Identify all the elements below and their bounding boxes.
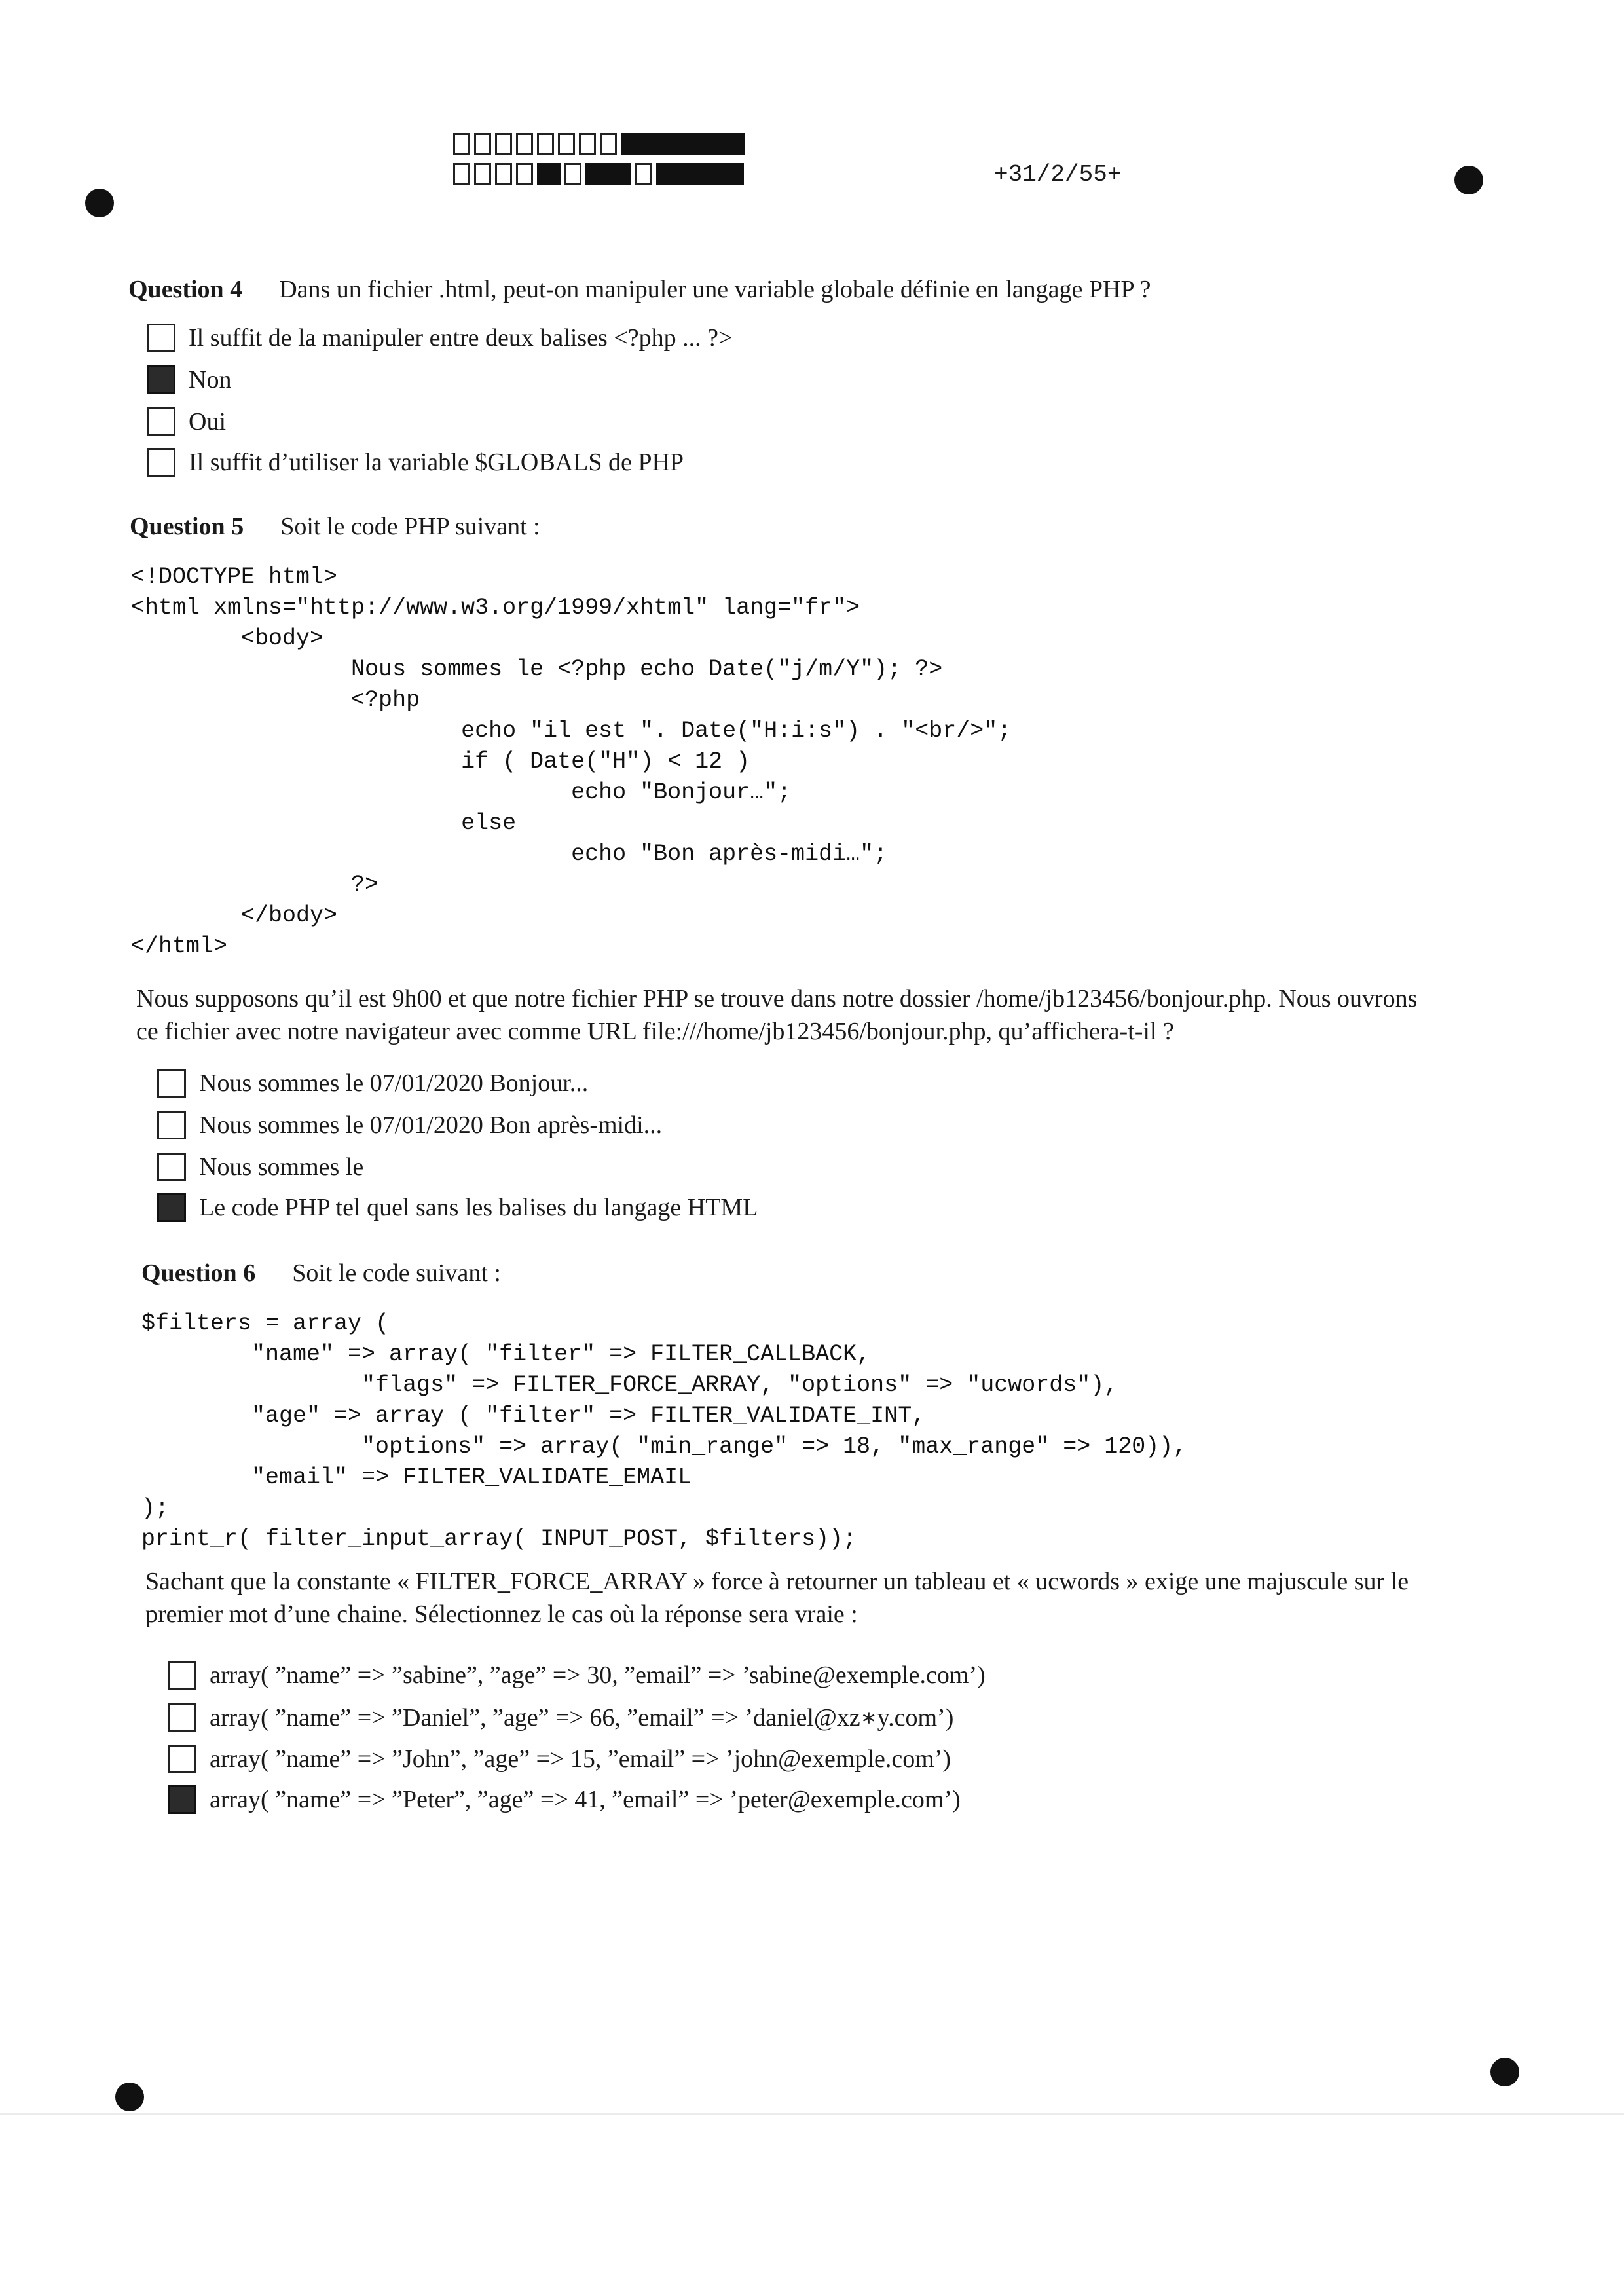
question-5-heading bbox=[130, 512, 540, 541]
code-grid-row bbox=[453, 133, 745, 158]
checkbox-checked[interactable] bbox=[147, 365, 175, 394]
checkbox[interactable] bbox=[157, 1111, 186, 1139]
checkbox-checked[interactable] bbox=[157, 1193, 186, 1222]
option-label: array( ”name” => ”John”, ”age” => 15, ”email” => ’john@exemple.com’) bbox=[210, 1745, 951, 1773]
question-6-option[interactable] bbox=[168, 1703, 953, 1732]
option-label: Le code PHP tel quel sans les balises du langage HTML bbox=[199, 1194, 758, 1221]
question-5-text: Soit le code PHP suivant : bbox=[280, 513, 540, 540]
option-label: array( ”name” => ”Peter”, ”age” => 41, ”email” => ’peter@exemple.com’) bbox=[210, 1786, 961, 1813]
registration-mark-bottom-right bbox=[1490, 2058, 1519, 2086]
question-5-option[interactable] bbox=[157, 1069, 588, 1098]
question-4-option[interactable] bbox=[147, 324, 732, 352]
option-label: Non bbox=[189, 366, 232, 394]
checkbox[interactable] bbox=[168, 1661, 196, 1690]
question-6-code-block: $filters = array ( "name" => array( "filter" => FILTER_CALLBACK, "flags" => FILTER_FORCE_ARRAY, "options" => "ucwords"), "age" => array ( "filter" => FILTER_VALIDATE_INT, "options" => array( "min_range" => 18, "max_range" => 120)), "email" => FILTER_VALIDATE_EMAIL ); print_r( filter_input_array( INPUT_POST, $filters)); bbox=[141, 1310, 1187, 1552]
option-label: Il suffit d’utiliser la variable $GLOBALS de PHP bbox=[189, 449, 684, 476]
question-4-option[interactable] bbox=[147, 407, 226, 436]
prompt-line: Nous supposons qu’il est 9h00 et que notre fichier PHP se trouve dans notre dossier /home/jb123456/bonjour.php. Nous ouvrons bbox=[136, 985, 1418, 1012]
exam-id-code-grid bbox=[453, 133, 745, 193]
question-5-option[interactable] bbox=[157, 1111, 662, 1139]
prompt-line: premier mot d’une chaine. Sélectionnez le cas où la réponse sera vraie : bbox=[145, 1601, 858, 1628]
option-label: Nous sommes le 07/01/2020 Bon après-midi... bbox=[199, 1111, 663, 1139]
prompt-line: ce fichier avec notre navigateur avec comme URL file:///home/jb123456/bonjour.php, qu’affichera-t-il ? bbox=[136, 1018, 1174, 1045]
question-6-option[interactable] bbox=[168, 1661, 986, 1690]
registration-mark-top-right bbox=[1454, 166, 1483, 194]
question-5-option[interactable] bbox=[157, 1193, 758, 1222]
question-4-text: Dans un fichier .html, peut-on manipuler une variable globale définie en langage PHP ? bbox=[279, 276, 1151, 303]
question-4-option[interactable] bbox=[147, 448, 684, 477]
checkbox[interactable] bbox=[147, 324, 175, 352]
question-6-prompt bbox=[145, 1565, 1409, 1631]
question-4-label: Question 4 bbox=[128, 276, 243, 303]
checkbox[interactable] bbox=[168, 1745, 196, 1773]
checkbox[interactable] bbox=[168, 1703, 196, 1732]
page-identifier: +31/2/55+ bbox=[994, 161, 1122, 188]
option-label: array( ”name” => ”Daniel”, ”age” => 66, ”email” => ’daniel@xz∗y.com’) bbox=[210, 1704, 954, 1731]
checkbox[interactable] bbox=[147, 448, 175, 477]
option-label: array( ”name” => ”sabine”, ”age” => 30, ”email” => ’sabine@exemple.com’) bbox=[210, 1661, 986, 1689]
question-6-option[interactable] bbox=[168, 1745, 951, 1773]
question-5-label: Question 5 bbox=[130, 513, 244, 540]
question-5-code-block: <!DOCTYPE html> <html xmlns="http://www.w3.org/1999/xhtml" lang="fr"> <body> Nous sommes le <?php echo Date("j/m/Y"); ?> <?php echo "il est ". Date("H:i:s") . "<br/>"; if ( Date("H") < 12 ) echo "Bonjour…"; else echo "Bon après-midi…"; ?> </body> </html> bbox=[131, 564, 1012, 959]
checkbox-checked[interactable] bbox=[168, 1785, 196, 1814]
page-bottom-rule bbox=[0, 2113, 1624, 2115]
question-4-heading bbox=[128, 275, 1151, 304]
checkbox[interactable] bbox=[157, 1153, 186, 1181]
question-6-text: Soit le code suivant : bbox=[292, 1259, 501, 1287]
prompt-line: Sachant que la constante « FILTER_FORCE_ARRAY » force à retourner un tableau et « ucwords » exige une majuscule sur le bbox=[145, 1568, 1409, 1595]
checkbox[interactable] bbox=[157, 1069, 186, 1098]
question-5-option[interactable] bbox=[157, 1153, 363, 1181]
option-label: Nous sommes le bbox=[199, 1153, 364, 1181]
option-label: Oui bbox=[189, 408, 226, 435]
option-label: Nous sommes le 07/01/2020 Bonjour... bbox=[199, 1069, 589, 1097]
code-grid-row bbox=[453, 163, 745, 188]
question-6-option[interactable] bbox=[168, 1785, 961, 1814]
registration-mark-top-left bbox=[85, 189, 114, 217]
registration-mark-bottom-left bbox=[115, 2083, 144, 2111]
question-4-option[interactable] bbox=[147, 365, 231, 394]
question-6-label: Question 6 bbox=[141, 1259, 256, 1287]
question-6-heading bbox=[141, 1259, 501, 1287]
checkbox[interactable] bbox=[147, 407, 175, 436]
option-label: Il suffit de la manipuler entre deux balises <?php ... ?> bbox=[189, 324, 733, 352]
question-5-prompt bbox=[136, 982, 1417, 1048]
